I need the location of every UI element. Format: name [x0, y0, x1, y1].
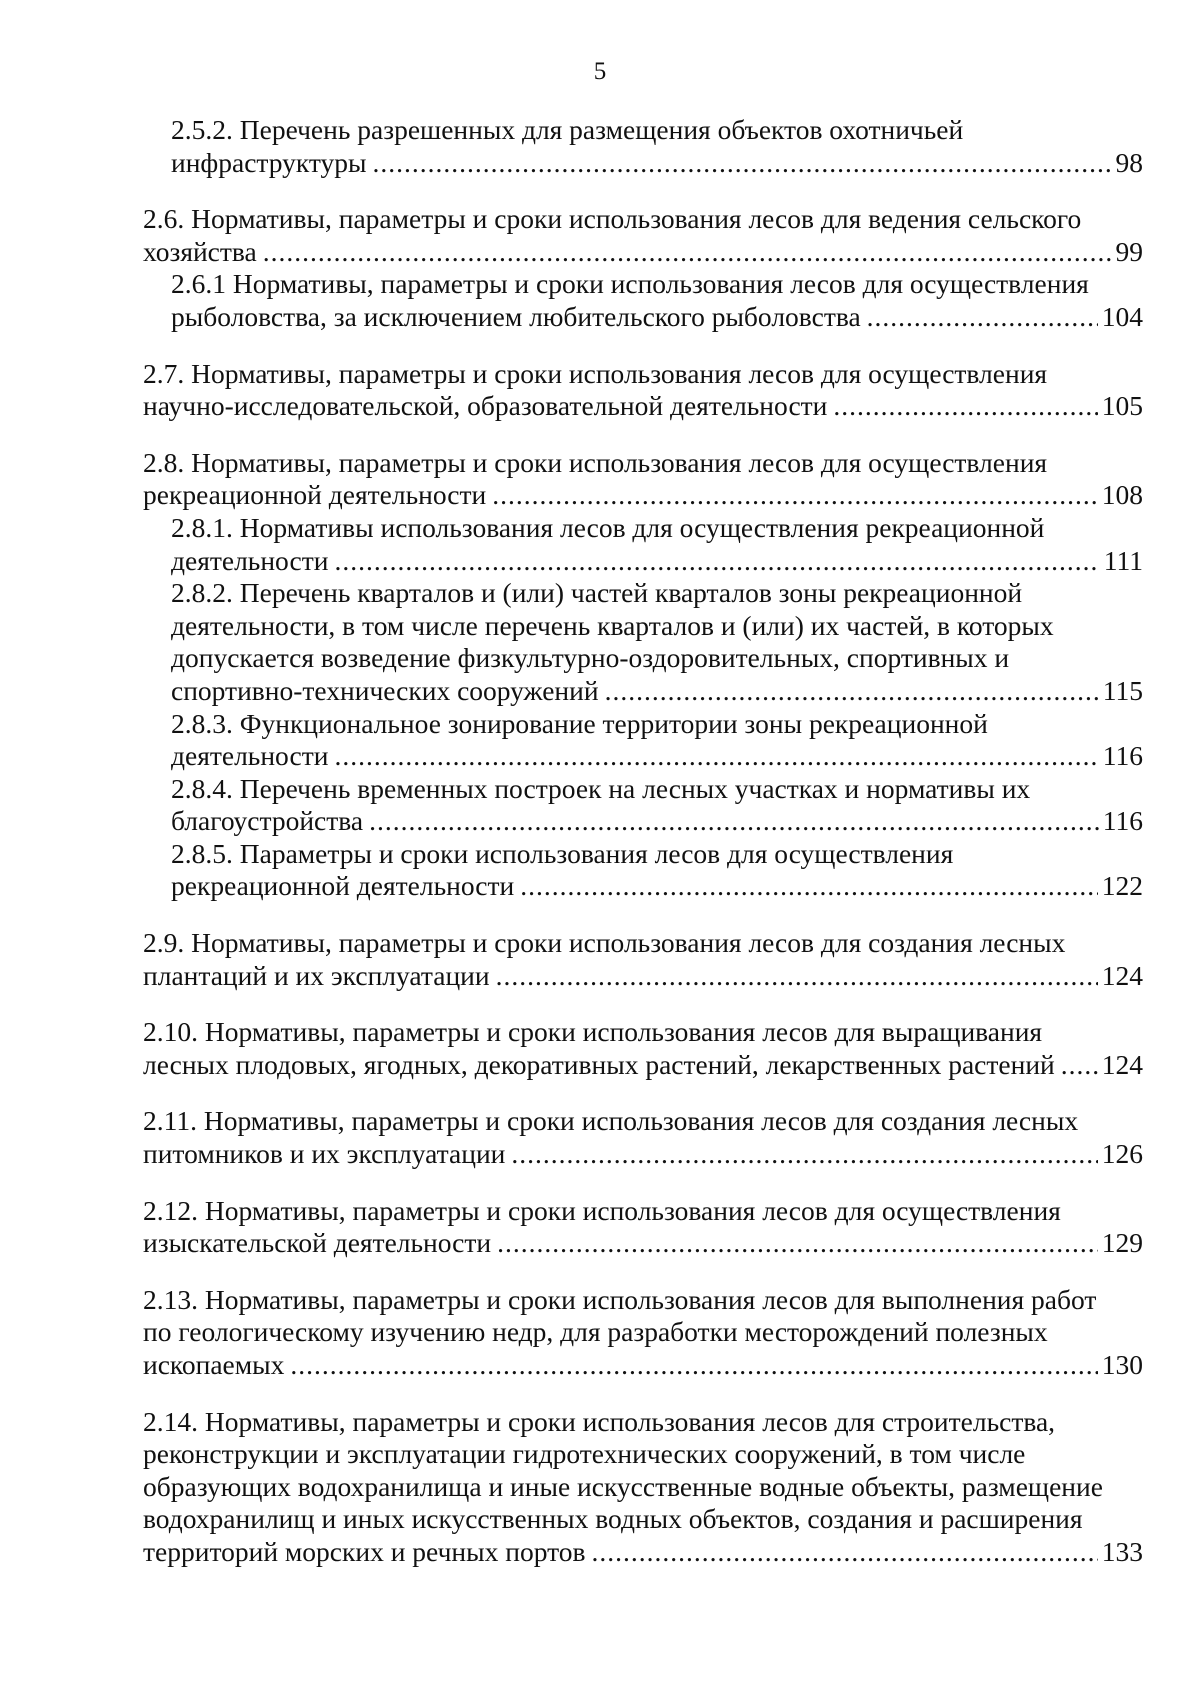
- toc-entry-line: рыболовства, за исключением любительского рыболовства: [171, 300, 861, 332]
- toc-entry-line: образующих водохранилища и иные искусственные водные объекты, размещение: [143, 1470, 1103, 1502]
- toc-entry-line: 2.8.3. Функциональное зонирование территории зоны рекреационной: [171, 707, 988, 739]
- toc-entry[interactable]: [143, 268, 1143, 333]
- dot-leader: [605, 675, 1099, 708]
- dot-leader: [867, 301, 1098, 334]
- toc-page-number: 124: [1101, 959, 1143, 991]
- toc-entry-line: 2.11. Нормативы, параметры и сроки использования лесов для создания лесных: [143, 1105, 1079, 1137]
- toc-entry-line: 2.8. Нормативы, параметры и сроки использования лесов для осуществления: [143, 446, 1048, 478]
- toc-entry-line: по геологическому изучению недр, для разработки месторождений полезных: [143, 1316, 1048, 1348]
- dot-leader: [833, 390, 1097, 423]
- toc-page-number: 124: [1101, 1048, 1143, 1080]
- dot-leader: [591, 1536, 1097, 1569]
- toc-entry-last-line: [143, 236, 1143, 269]
- toc-entry[interactable]: [143, 358, 1143, 423]
- toc-entry-line: благоустройства: [171, 805, 364, 837]
- toc-entry-line: 2.10. Нормативы, параметры и сроки использования лесов для выращивания: [143, 1016, 1043, 1048]
- toc-entry-last-line: [143, 390, 1143, 423]
- toc-entry[interactable]: [143, 577, 1143, 707]
- toc-entry-last-line: [143, 1049, 1143, 1082]
- table-of-contents: [143, 114, 1143, 1569]
- dot-leader: [511, 1138, 1097, 1171]
- toc-entry-line: деятельности, в том числе перечень кварталов и (или) их частей, в которых: [171, 609, 1054, 641]
- toc-entry-line: спортивно-технических сооружений: [171, 674, 599, 706]
- toc-entry-line: 2.8.2. Перечень кварталов и (или) частей кварталов зоны рекреационной: [171, 577, 1023, 609]
- toc-entry[interactable]: [143, 1105, 1143, 1170]
- toc-entry-line: 2.8.1. Нормативы использования лесов для осуществления рекреационной: [171, 511, 1045, 543]
- toc-entry-last-line: [171, 740, 1143, 773]
- toc-entry-last-line: [143, 960, 1143, 993]
- toc-entry-line: 2.7. Нормативы, параметры и сроки использования лесов для осуществления: [143, 357, 1048, 389]
- toc-page-number: 115: [1102, 674, 1143, 706]
- toc-entry-line: плантаций и их эксплуатации: [143, 959, 490, 991]
- toc-entry-line: территорий морских и речных портов: [143, 1535, 586, 1567]
- toc-entry[interactable]: [143, 773, 1143, 838]
- toc-entry[interactable]: [143, 447, 1143, 512]
- toc-entry-line: 2.14. Нормативы, параметры и сроки использования лесов для строительства,: [143, 1405, 1056, 1437]
- dot-leader: [1061, 1049, 1098, 1082]
- toc-entry[interactable]: [143, 708, 1143, 773]
- page-number: 5: [593, 58, 607, 85]
- dot-leader: [520, 870, 1098, 903]
- toc-entry-last-line: [143, 1536, 1143, 1569]
- toc-entry[interactable]: [143, 838, 1143, 903]
- toc-entry-line: рекреационной деятельности: [143, 479, 487, 511]
- toc-entry-last-line: [171, 870, 1143, 903]
- toc-entry[interactable]: [143, 1195, 1143, 1260]
- toc-entry[interactable]: [143, 927, 1143, 992]
- dot-leader: [496, 960, 1098, 993]
- dot-leader: [334, 545, 1099, 578]
- toc-entry-line: 2.12. Нормативы, параметры и сроки использования лесов для осуществления: [143, 1194, 1061, 1226]
- toc-page-number: 133: [1101, 1535, 1143, 1567]
- toc-entry-line: реконструкции и эксплуатации гидротехнических сооружений, в том числе: [143, 1438, 1026, 1470]
- toc-entry-line: допускается возведение физкультурно-оздоровительных, спортивных и: [171, 642, 1010, 674]
- toc-entry-line: ископаемых: [143, 1349, 285, 1380]
- toc-entry-line: 2.8.5. Параметры и сроки использования лесов для осуществления: [171, 837, 954, 869]
- toc-entry-line: 2.13. Нормативы, параметры и сроки использования лесов для выполнения работ: [143, 1283, 1097, 1315]
- toc-entry-last-line: [171, 301, 1143, 334]
- toc-page-number: 99: [1115, 235, 1143, 267]
- toc-entry-line: инфраструктуры: [171, 146, 367, 178]
- toc-entry-line: научно-исследовательской, образовательной деятельности: [143, 390, 828, 422]
- toc-entry-line: 2.8.4. Перечень временных построек на лесных участках и нормативы их: [171, 772, 1031, 804]
- toc-entry-last-line: [171, 545, 1143, 578]
- toc-entry-line: рекреационной деятельности: [171, 870, 515, 902]
- dot-leader: [334, 740, 1098, 773]
- dot-leader: [373, 147, 1112, 180]
- toc-entry[interactable]: [143, 512, 1143, 577]
- dot-leader: [290, 1349, 1097, 1382]
- toc-page-number: 98: [1115, 146, 1143, 178]
- toc-page-number: 126: [1101, 1138, 1143, 1170]
- toc-entry[interactable]: [143, 1406, 1143, 1569]
- dot-leader: [492, 479, 1098, 512]
- toc-entry-line: 2.9. Нормативы, параметры и сроки использования лесов для создания лесных: [143, 927, 1066, 959]
- toc-entry[interactable]: [143, 114, 1143, 179]
- dot-leader: [263, 236, 1112, 269]
- toc-page-number: 104: [1101, 300, 1143, 332]
- toc-page-number: 105: [1101, 390, 1143, 422]
- toc-entry-last-line: [171, 805, 1143, 838]
- toc-entry-last-line: [143, 1349, 1143, 1382]
- toc-entry-line: лесных плодовых, ягодных, декоративных растений, лекарственных растений: [143, 1048, 1055, 1080]
- toc-entry[interactable]: [143, 1016, 1143, 1081]
- toc-entry-last-line: [143, 1138, 1143, 1171]
- toc-page-number: 111: [1103, 544, 1143, 576]
- toc-entry-line: 2.6. Нормативы, параметры и сроки использования лесов для ведения сельского: [143, 203, 1082, 235]
- toc-entry-line: 2.5.2. Перечень разрешенных для размещения объектов охотничьей: [171, 114, 964, 145]
- toc-page-number: 116: [1102, 805, 1143, 837]
- toc-entry[interactable]: [143, 203, 1143, 268]
- toc-entry-line: водохранилищ и иных искусственных водных объектов, создания и расширения: [143, 1503, 1083, 1535]
- toc-entry-last-line: [171, 675, 1143, 708]
- toc-entry-line: деятельности: [171, 740, 329, 772]
- toc-entry-last-line: [171, 147, 1143, 180]
- toc-entry-line: питомников и их эксплуатации: [143, 1138, 506, 1170]
- toc-entry-last-line: [143, 479, 1143, 512]
- toc-page-number: 122: [1101, 870, 1143, 902]
- toc-entry-line: хозяйства: [143, 235, 257, 267]
- toc-entry-line: изыскательской деятельности: [143, 1227, 492, 1259]
- toc-entry-line: 2.6.1 Нормативы, параметры и сроки использования лесов для осуществления: [171, 268, 1089, 300]
- dot-leader: [369, 805, 1099, 838]
- toc-page-number: 116: [1102, 740, 1143, 772]
- dot-leader: [497, 1227, 1098, 1260]
- toc-page-number: 108: [1101, 479, 1143, 511]
- toc-page-number: 130: [1101, 1349, 1143, 1380]
- toc-entry-line: деятельности: [171, 544, 329, 576]
- toc-entry-last-line: [143, 1227, 1143, 1260]
- toc-entry[interactable]: [143, 1284, 1143, 1382]
- toc-page-number: 129: [1101, 1227, 1143, 1259]
